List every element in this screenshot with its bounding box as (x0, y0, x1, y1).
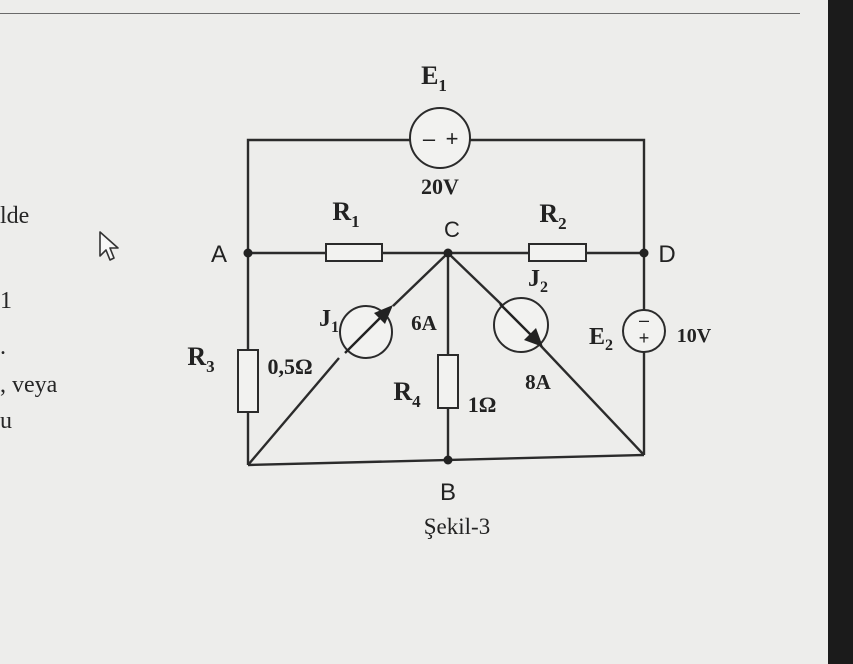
text-fragment-3: . (0, 334, 6, 360)
text-fragment-1: lde (0, 203, 30, 229)
svg-text:+: + (445, 126, 459, 151)
svg-text:–: – (422, 126, 436, 151)
text-fragment-4: , veya (0, 372, 58, 398)
node-c-dot (444, 249, 453, 258)
j1-label: $J_1$ (319, 306, 339, 336)
current-source-j1 (340, 305, 393, 358)
j2-value: 8A (525, 370, 551, 394)
r4-value: 1Ω (467, 392, 497, 417)
r3-label: $R_3$ (187, 342, 215, 376)
r3-value: 0,5Ω (267, 354, 313, 379)
e1-value: 20V (421, 174, 459, 199)
svg-text:+: + (638, 328, 650, 348)
node-b-label: B (439, 479, 457, 506)
node-a-label: A (210, 241, 228, 268)
voltage-source-e1 (410, 108, 470, 168)
node-b-dot (444, 456, 453, 465)
resistor-r2 (529, 244, 586, 261)
node-d-dot (640, 249, 649, 258)
r4-label: $R_4$ (393, 377, 421, 411)
j1-value: 6A (411, 311, 437, 335)
resistor-r3 (238, 350, 258, 412)
voltage-source-e2 (623, 310, 665, 352)
resistor-r1 (326, 244, 382, 261)
resistor-r4 (438, 355, 458, 408)
j2-label: $J_2$ (528, 266, 548, 296)
node-a-dot (244, 249, 253, 258)
e2-label: $E_2$ (588, 324, 614, 354)
node-d-label: D (658, 241, 676, 268)
figure-caption: Şekil-3 (423, 514, 491, 539)
e2-value: 10V (676, 325, 712, 347)
r1-label: $R_1$ (332, 197, 360, 231)
r2-label: $R_2$ (539, 199, 567, 233)
text-fragment-2: 1 (0, 288, 12, 314)
node-c-label: C (444, 217, 460, 242)
e1-label: $E_1$ (421, 61, 447, 95)
current-source-j2 (494, 298, 548, 352)
text-fragment-5: u (0, 408, 12, 434)
svg-text:–: – (638, 310, 650, 330)
monitor-bezel (828, 0, 853, 664)
